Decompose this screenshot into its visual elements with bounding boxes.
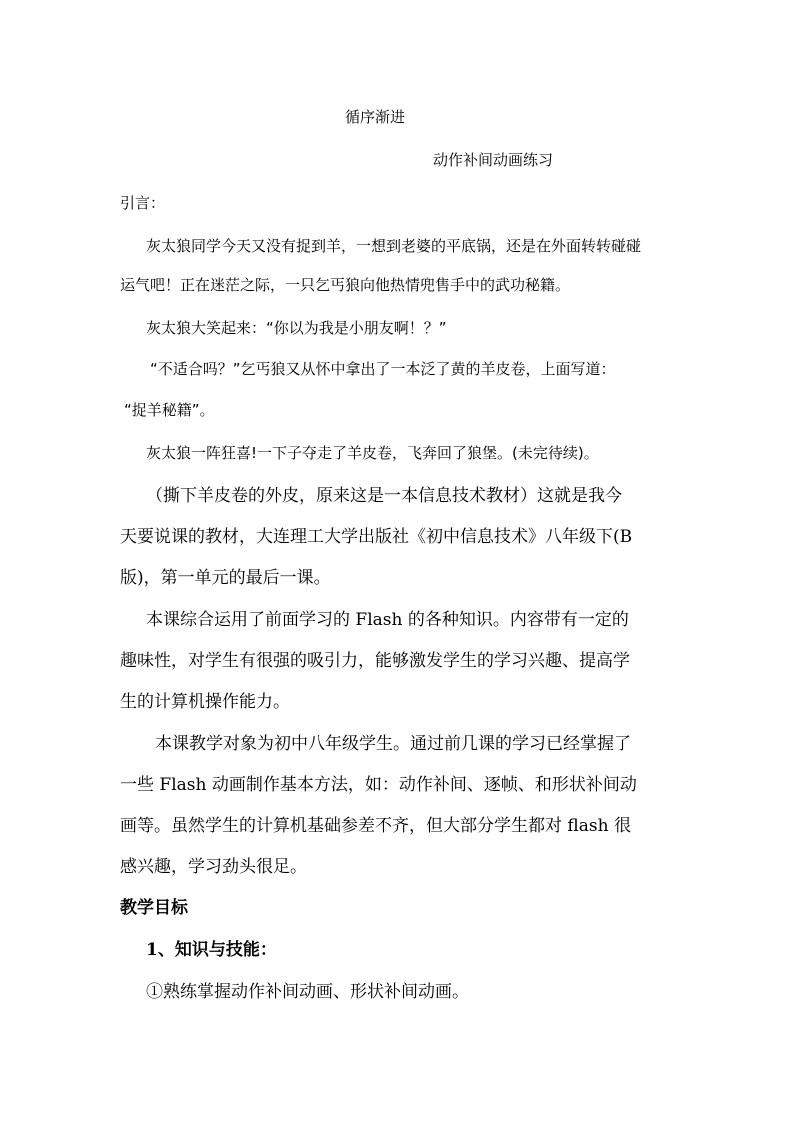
story-line: “捉羊秘籍”。 <box>124 401 215 419</box>
story-line: 灰太狼一阵狂喜!一下子夺走了羊皮卷，飞奔回了狼堡。(未完待续)。 <box>146 444 599 462</box>
paragraph-line: 画等。虽然学生的计算机基础参差不齐，但大部分学生都对 flash 很 <box>120 816 631 836</box>
paragraph-line: 本课综合运用了前面学习的 Flash 的各种知识。内容带有一定的 <box>146 610 629 630</box>
story-line: 运气吧！正在迷茫之际，一只乞丐狼向他热情兜售手中的武功秘籍。 <box>120 276 571 294</box>
paragraph-line: 本课教学对象为初中八年级学生。通过前几课的学习已经掌握了 <box>155 734 631 754</box>
story-line: 灰太狼大笑起来：“你以为我是小朋友啊！？” <box>146 319 447 337</box>
objective-item: ①熟练掌握动作补间动画、形状补间动画。 <box>146 982 469 1002</box>
paragraph-line: 生的计算机操作能力。 <box>120 692 290 712</box>
paragraph-line: 一些 Flash 动画制作基本方法，如：动作补间、逐帧、和形状补间动 <box>120 775 637 795</box>
intro-heading: 引言： <box>120 194 166 212</box>
section-heading: 教学目标 <box>120 898 188 918</box>
story-line: 灰太狼同学今天又没有捉到羊，一想到老婆的平底锅，还是在外面转转碰碰 <box>146 237 642 255</box>
paragraph-line: 感兴趣，学习劲头很足。 <box>120 857 307 877</box>
paragraph-line: 版)，第一单元的最后一课。 <box>120 568 331 588</box>
paragraph-line: 趣味性，对学生有很强的吸引力，能够激发学生的学习兴趣、提高学 <box>120 651 630 671</box>
paragraph-line: （撕下羊皮卷的外皮，原来这是一本信息技术教材）这就是我今 <box>146 486 622 506</box>
subsection-heading: 1、知识与技能： <box>146 940 277 960</box>
story-line: “不适合吗？”乞丐狼又从怀中拿出了一本泛了黄的羊皮卷，上面写道： <box>150 360 616 378</box>
document-title: 循序渐进 <box>345 108 406 126</box>
document-subtitle: 动作补间动画练习 <box>433 151 554 169</box>
paragraph-line: 天要说课的教材，大连理工大学出版社《初中信息技术》八年级下(B <box>120 527 633 547</box>
